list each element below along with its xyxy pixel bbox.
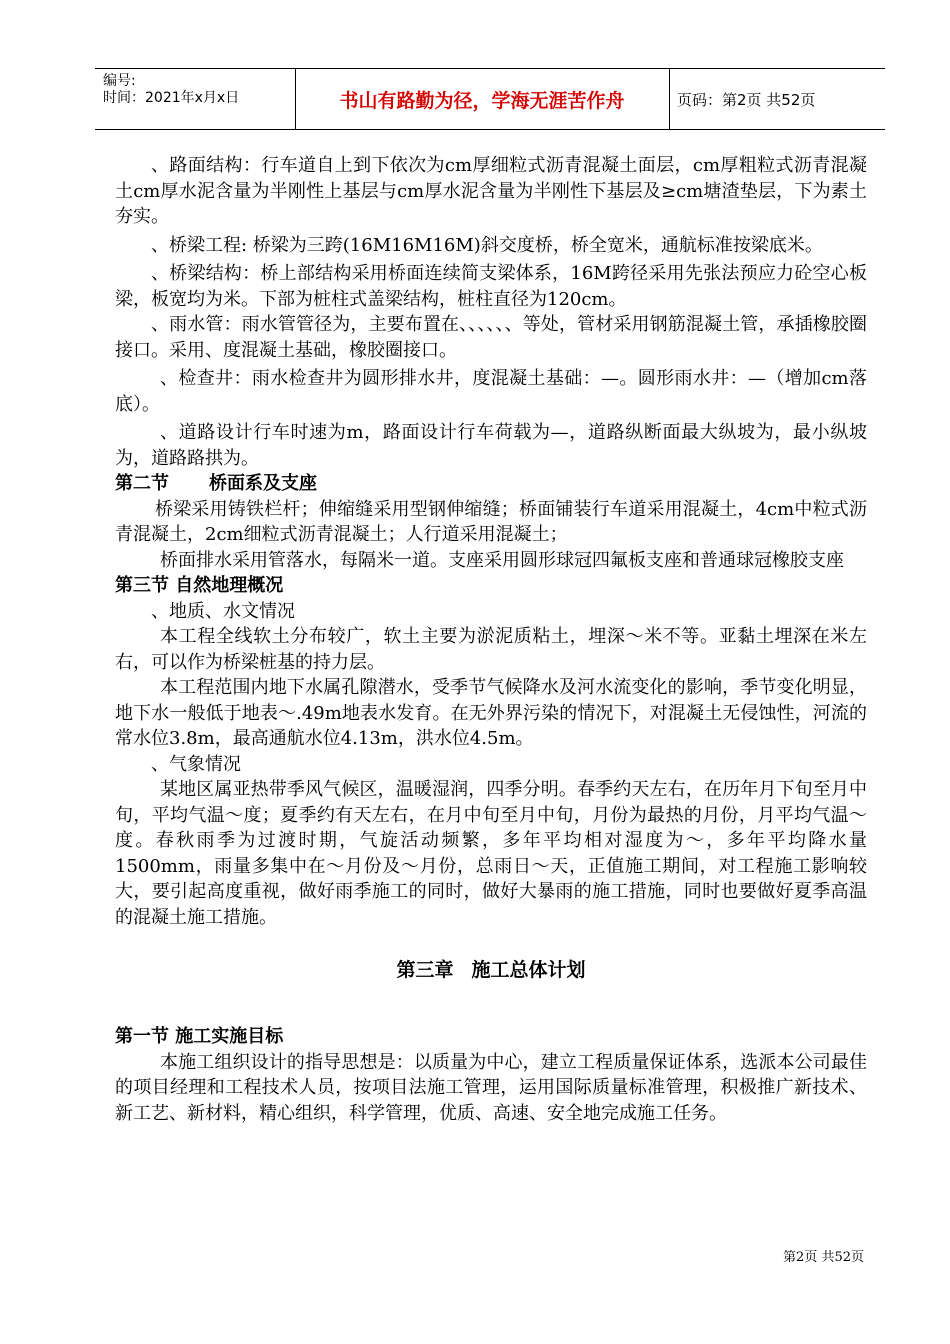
paragraph-soil: 本工程全线软土分布较广，软土主要为淤泥质粘土，埋深～米不等。亚黏土埋深在米左右，可以作为桥梁桩基的持力层。 <box>115 626 867 673</box>
paragraph-guiding-idea: 本施工组织设计的指导思想是：以质量为中心，建立工程质量保证体系，选派本公司最佳的项目经理和工程技术人员，按项目法施工管理，运用国际质量标准管理，积极推广新技术、新工艺、新材料，精心组织，科学管理，优质、高速、安全地完成施工任务。 <box>115 1051 867 1124</box>
paragraph-road-structure: 、路面结构：行车道自上到下依次为cm厚细粒式沥青混凝土面层，cm厚粗粒式沥青混凝土cm厚水泥含量为半刚性上基层与cm厚水泥含量为半刚性下基层及≥cm塘渣垫层，下为素土夯实。 <box>115 155 867 227</box>
paragraph-inspection-well: 、检查井：雨水检查井为圆形排水井，度混凝土基础：—。圆形雨水井：—（增加cm落底）。 <box>115 368 867 415</box>
paragraph-bridge-project: 、桥梁工程: 桥梁为三跨(16M16M16M)斜交度桥，桥全宽米，通航标准按梁底米。 <box>151 234 823 256</box>
number-label: 编号: <box>103 73 136 89</box>
section-3-heading: 第三节 自然地理概况 <box>115 575 284 596</box>
header-motto: 书山有路勤为径，学海无涯苦作舟 <box>295 69 670 129</box>
subheading-climate: 、气象情况 <box>151 753 241 775</box>
paragraph-bridge-structure: 、桥梁结构：桥上部结构采用桥面连续简支梁体系，16M跨径采用先张法预应力砼空心板梁，板宽均为米。下部为桩柱式盖梁结构，桩柱直径为120cm。 <box>115 263 867 310</box>
chapter-3-title: 施工总体计划 <box>471 959 586 981</box>
paragraph-climate: 某地区属亚热带季风气候区，温暖湿润，四季分明。春季约天左右，在历年月下旬至月中旬，平均气温～度；夏季约有天左右，在月中旬至月中旬，月份为最热的月份，月平均气温～度。春秋雨季为过渡时期，气旋活动频繁，多年平均相对湿度为～，多年平均降水量1500mm，雨量多集中在～月份及～月份，总雨日～天，正值施工期间，对工程施工影响较大，要引起高度重视，做好雨季施工的同时，做好大暴雨的施工措施，同时也要做好夏季高温的混凝土施工措施。 <box>115 779 867 928</box>
paragraph-rain-pipe: 、雨水管：雨水管管径为，主要布置在、、、、、、等处，管材采用钢筋混凝土管，承插橡胶圈接口。采用、度混凝土基础，橡胶圈接口。 <box>115 314 867 361</box>
paragraph-bridge-deck: 桥梁采用铸铁栏杆；伸缩缝采用型钢伸缩缝；桥面铺装行车道采用混凝土，4cm中粒式沥青混凝土，2cm细粒式沥青混凝土；人行道采用混凝土； <box>115 498 867 545</box>
page-footer: 第2页 共52页 <box>783 1250 864 1265</box>
paragraph-road-design: 、道路设计行车时速为m，路面设计行车荷载为—，道路纵断面最大纵坡为，最小纵坡为，道路路拱为。 <box>115 422 867 469</box>
section-2-heading <box>115 471 867 497</box>
paragraph-deck-drainage: 桥面排水采用管落水，每隔米一道。支座采用圆形球冠四氟板支座和普通球冠橡胶支座 <box>160 549 844 571</box>
document-body <box>115 153 867 1126</box>
subheading-geology: 、地质、水文情况 <box>151 600 295 622</box>
section-1-heading: 第一节 施工实施目标 <box>115 1026 284 1047</box>
header-meta <box>95 69 296 129</box>
section-2-number: 第二节 <box>115 473 169 494</box>
time-label: 时间：2021年x月x日 <box>103 90 240 106</box>
paragraph-groundwater: 本工程范围内地下水属孔隙潜水，受季节气候降水及河水流变化的影响，季节变化明显，地下水一般低于地表～.49m地表水发育。在无外界污染的情况下，对混凝土无侵蚀性，河流的常水位3.8m，最高通航水位4.13m，洪水位4.5m。 <box>115 677 867 749</box>
chapter-3-number: 第三章 <box>396 959 454 981</box>
section-2-title: 桥面系及支座 <box>209 473 317 494</box>
page-header <box>95 68 885 130</box>
header-page-label: 页码：第2页 共52页 <box>677 90 816 109</box>
chapter-3-heading <box>115 956 867 984</box>
